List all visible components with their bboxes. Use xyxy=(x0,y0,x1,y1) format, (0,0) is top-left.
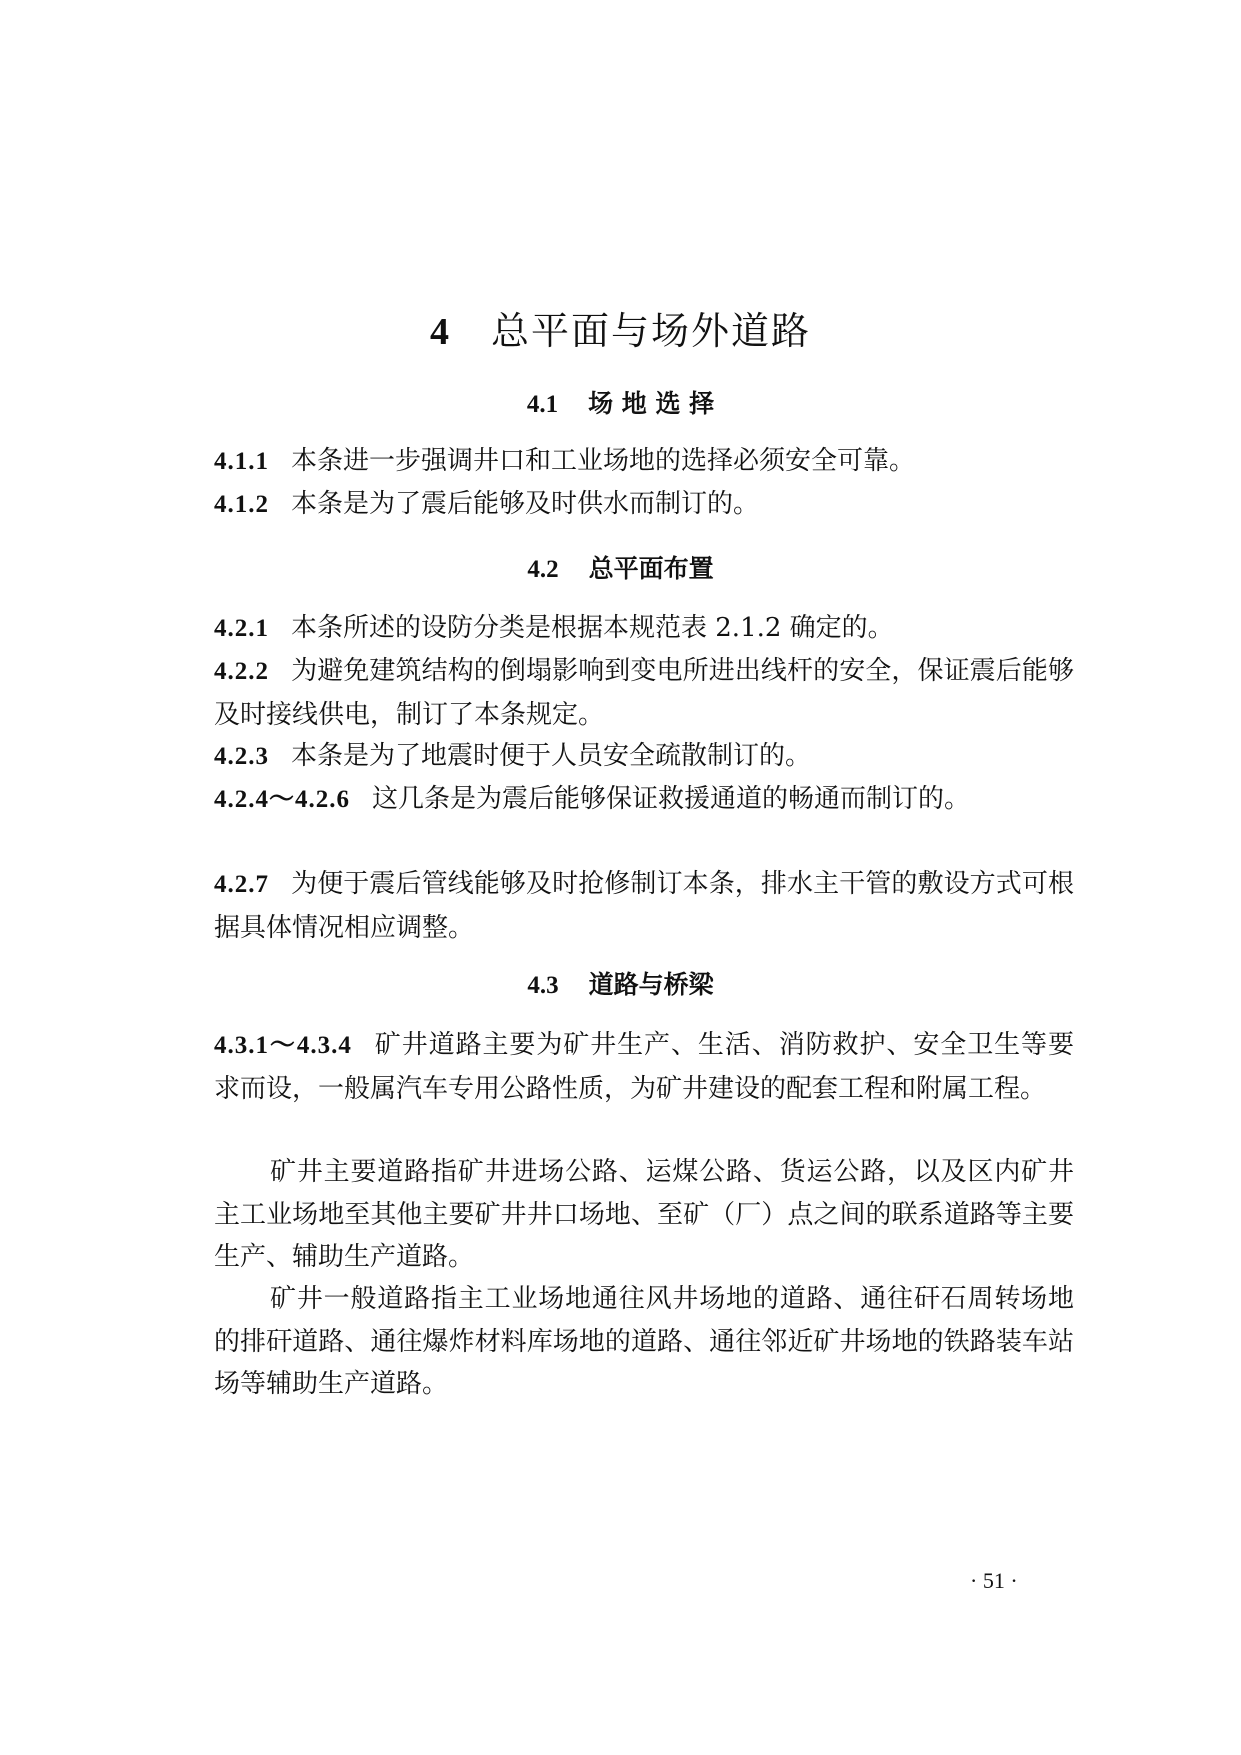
clause-4-1-1 xyxy=(214,440,1074,484)
section-number: 4.2 xyxy=(527,556,559,583)
paragraph-main-roads: 矿井主要道路指矿井进场公路、运煤公路、货运公路，以及区内矿井主工业场地至其他主要矿井井口场地、至矿（厂）点之间的联系道路等主要生产、辅助生产道路。 xyxy=(214,1157,1074,1272)
clause-text: 本条是为了震后能够及时供水而制订的。 xyxy=(291,489,760,519)
section-title: 场 地 选 择 xyxy=(588,389,715,418)
clause-number: 4.2.4～4.2.6 xyxy=(214,786,351,813)
clause-4-3-1-to-4 xyxy=(214,1024,1074,1110)
clause-4-2-7 xyxy=(214,863,1074,949)
clause-text: 这几条是为震后能够保证救援通道的畅通而制订的。 xyxy=(372,784,971,814)
chapter-title-text: 总平面与场外道路 xyxy=(490,309,811,353)
clause-4-2-3 xyxy=(214,735,1074,779)
section-title: 总平面布置 xyxy=(588,554,714,583)
clause-4-2-2 xyxy=(214,650,1074,736)
section-heading-4-1 xyxy=(0,384,1241,420)
clause-text: 本条所述的设防分类是根据本规范表 2.1.2 确定的。 xyxy=(291,613,894,643)
section-title: 道路与桥梁 xyxy=(588,970,714,999)
chapter-number: 4 xyxy=(429,311,451,353)
section-heading-4-3 xyxy=(0,965,1241,1001)
section-number: 4.3 xyxy=(527,972,559,999)
clause-number: 4.2.7 xyxy=(214,871,269,898)
clause-number: 4.3.1～4.3.4 xyxy=(214,1032,352,1059)
chapter-title xyxy=(0,300,1241,355)
clause-number: 4.1.2 xyxy=(214,491,269,518)
clause-4-2-1 xyxy=(214,607,1074,651)
clause-text: 本条进一步强调井口和工业场地的选择必须安全可靠。 xyxy=(291,446,916,476)
clause-4-2-4-to-6 xyxy=(214,778,1074,822)
clause-text: 为便于震后管线能够及时抢修制订本条，排水主干管的敷设方式可根据具体情况相应调整。 xyxy=(214,869,1074,943)
clause-number: 4.2.2 xyxy=(214,658,269,685)
clause-4-1-2 xyxy=(214,483,1074,527)
clause-number: 4.1.1 xyxy=(214,448,269,475)
page-number: · 51 · xyxy=(970,1568,1018,1593)
clause-text: 本条是为了地震时便于人员安全疏散制订的。 xyxy=(291,741,812,771)
clause-number: 4.2.3 xyxy=(214,743,269,770)
clause-text: 为避免建筑结构的倒塌影响到变电所进出线杆的安全，保证震后能够及时接线供电，制订了本条规定。 xyxy=(214,656,1074,730)
clause-text: 矿井道路主要为矿井生产、生活、消防救护、安全卫生等要求而设，一般属汽车专用公路性质，为矿井建设的配套工程和附属工程。 xyxy=(214,1030,1074,1104)
clause-number: 4.2.1 xyxy=(214,615,269,642)
section-heading-4-2 xyxy=(0,549,1241,585)
section-number: 4.1 xyxy=(526,391,559,418)
paragraph-general-roads: 矿井一般道路指主工业场地通往风井场地的道路、通往矸石周转场地的排矸道路、通往爆炸材料库场地的道路、通往邻近矿井场地的铁路装车站场等辅助生产道路。 xyxy=(214,1284,1074,1399)
